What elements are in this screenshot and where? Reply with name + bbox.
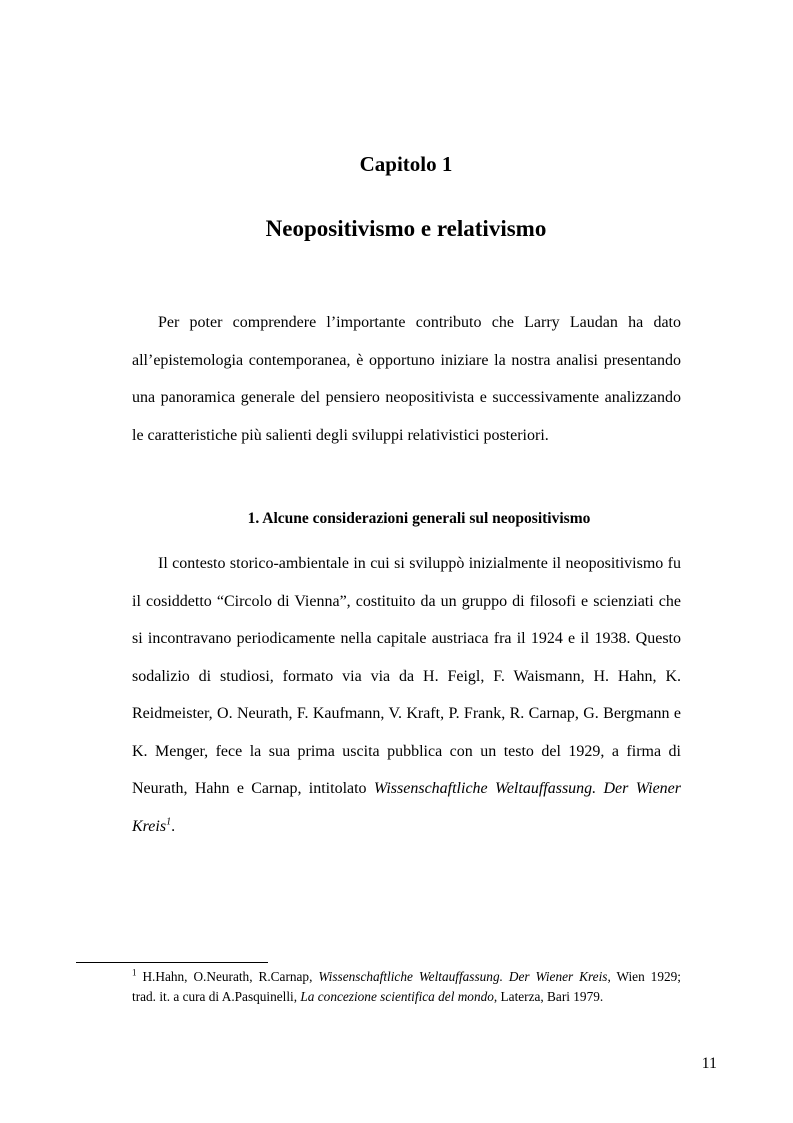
footnote-middle: , Wien 1929; trad. it. a cura di A.Pasquinelli, — [132, 969, 681, 1004]
section-paragraph — [132, 545, 681, 845]
chapter-label: Capitolo 1 — [359, 152, 453, 176]
intro-text: Per poter comprendere l’importante contributo che Larry Laudan ha dato all’epistemologia contemporanea, è opportuno iniziare la nostra analisi presentando una panoramica generale del pensiero neopositivista e successivamente analizzando le caratteristiche più salienti degli sviluppi relativistici posteriori. — [132, 314, 681, 444]
page-number: 11 — [701, 1055, 717, 1072]
footnote-separator — [76, 962, 268, 963]
intro-paragraph — [132, 304, 681, 454]
section-text: Il contesto storico-ambientale in cui si sviluppò inizialmente il neopositivismo fu il cosiddetto “Circolo di Vienna”, costituito da un gruppo di filosofi e scienziati che si incontravano periodicamente nella capitale austriaca fra il 1924 e il 1938. Questo sodalizio di studiosi, formato via via da H. Feigl, F. Waismann, H. Hahn, K. Reidmeister, O. Neurath, F. Kaufmann, V. Kraft, P. Frank, R. Carnap, G. Bergmann e K. Menger, fece la sua prima uscita pubblica con un testo del 1929, a firma di Neurath, Hahn e Carnap, intitolato — [132, 555, 681, 797]
section-text-end: . — [171, 817, 176, 835]
footnote — [132, 967, 681, 1007]
footnote-translation-title: La concezione scientifica del mondo — [300, 989, 494, 1004]
footnote-number: 1 — [132, 967, 137, 978]
book-title: Wissenschaftliche Weltauffassung. Der Wiener Kreis — [132, 780, 682, 835]
chapter-title: Neopositivismo e relativismo — [265, 216, 547, 241]
section-heading: 1. Alcune considerazioni generali sul neopositivismo — [247, 510, 591, 527]
footnote-reference[interactable]: 1 — [166, 816, 172, 828]
footnote-end: , Laterza, Bari 1979. — [493, 989, 604, 1004]
footnote-authors: H.Hahn, O.Neurath, R.Carnap, — [142, 969, 319, 984]
footnote-title: Wissenschaftliche Weltauffassung. Der Wiener Kreis — [318, 969, 608, 984]
